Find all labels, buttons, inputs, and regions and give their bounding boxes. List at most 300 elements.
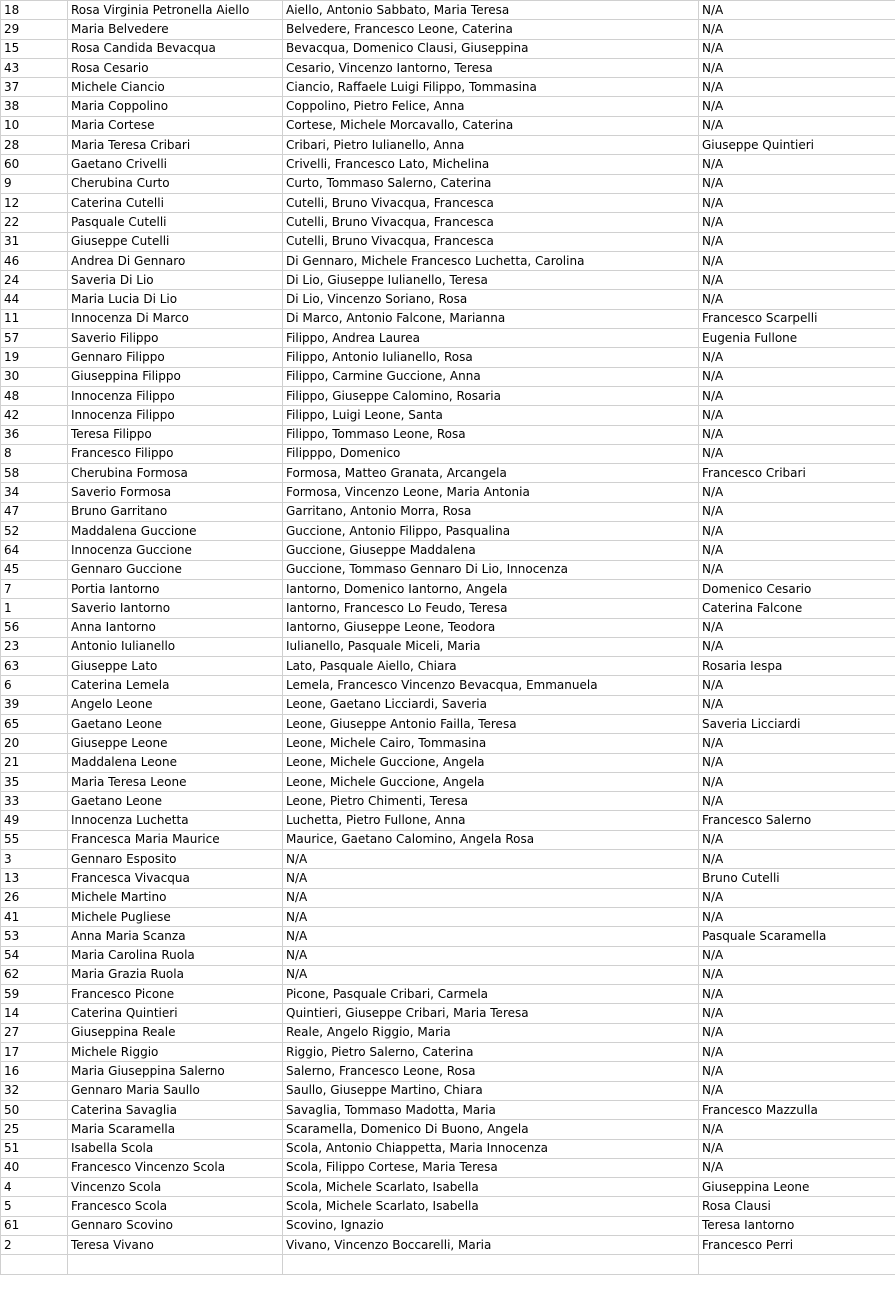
cell-parents[interactable]: Leone, Michele Cairo, Tommasina	[283, 734, 699, 753]
cell-spouse[interactable]: Eugenia Fullone	[699, 329, 895, 348]
cell-id[interactable]: 37	[1, 78, 68, 97]
cell-parents[interactable]: Maurice, Gaetano Calomino, Angela Rosa	[283, 830, 699, 849]
cell-parents[interactable]: Iantorno, Francesco Lo Feudo, Teresa	[283, 599, 699, 618]
table-row[interactable]	[1, 676, 895, 695]
cell-spouse[interactable]: Rosaria Iespa	[699, 657, 895, 676]
cell-spouse[interactable]: N/A	[699, 348, 895, 367]
cell-spouse[interactable]: N/A	[699, 425, 895, 444]
table-row[interactable]	[1, 985, 895, 1004]
cell-id[interactable]: 35	[1, 772, 68, 791]
cell-id[interactable]: 33	[1, 792, 68, 811]
table-row[interactable]	[1, 907, 895, 926]
cell-parents[interactable]: Di Gennaro, Michele Francesco Luchetta, Carolina	[283, 251, 699, 270]
cell-name[interactable]: Gaetano Leone	[68, 714, 283, 733]
cell-parents[interactable]: Riggio, Pietro Salerno, Caterina	[283, 1043, 699, 1062]
cell-name[interactable]: Francesco Scola	[68, 1197, 283, 1216]
cell-name[interactable]: Rosa Cesario	[68, 58, 283, 77]
table-row[interactable]	[1, 193, 895, 212]
cell-name[interactable]: Maria Belvedere	[68, 20, 283, 39]
cell-spouse[interactable]: N/A	[699, 618, 895, 637]
cell-parents[interactable]: Lato, Pasquale Aiello, Chiara	[283, 657, 699, 676]
cell-spouse[interactable]: Bruno Cutelli	[699, 869, 895, 888]
cell-parents[interactable]: N/A	[283, 965, 699, 984]
cell-spouse[interactable]: N/A	[699, 251, 895, 270]
cell-spouse[interactable]: N/A	[699, 97, 895, 116]
cell-spouse[interactable]: Francesco Cribari	[699, 464, 895, 483]
cell-parents[interactable]: Leone, Gaetano Licciardi, Saveria	[283, 695, 699, 714]
cell-name[interactable]: Gennaro Filippo	[68, 348, 283, 367]
cell-name[interactable]: Antonio Iulianello	[68, 637, 283, 656]
cell-id[interactable]: 32	[1, 1081, 68, 1100]
cell-name[interactable]: Andrea Di Gennaro	[68, 251, 283, 270]
cell-id[interactable]: 15	[1, 39, 68, 58]
table-row[interactable]	[1, 20, 895, 39]
cell-name[interactable]: Saveria Di Lio	[68, 271, 283, 290]
cell-spouse[interactable]: N/A	[699, 502, 895, 521]
cell-id[interactable]: 12	[1, 193, 68, 212]
table-row[interactable]	[1, 271, 895, 290]
cell-name[interactable]: Innocenza Filippo	[68, 386, 283, 405]
cell-parents[interactable]: Di Marco, Antonio Falcone, Marianna	[283, 309, 699, 328]
cell-id[interactable]: 57	[1, 329, 68, 348]
cell-id[interactable]: 50	[1, 1100, 68, 1119]
cell-parents[interactable]: Garritano, Antonio Morra, Rosa	[283, 502, 699, 521]
cell-spouse[interactable]: N/A	[699, 1158, 895, 1177]
table-row[interactable]	[1, 39, 895, 58]
cell-name[interactable]: Giuseppina Filippo	[68, 367, 283, 386]
cell-spouse[interactable]: N/A	[699, 1139, 895, 1158]
cell-id[interactable]: 11	[1, 309, 68, 328]
table-row[interactable]	[1, 792, 895, 811]
cell-spouse[interactable]: N/A	[699, 39, 895, 58]
cell-spouse[interactable]: N/A	[699, 907, 895, 926]
cell-spouse[interactable]: N/A	[699, 676, 895, 695]
cell-id[interactable]: 8	[1, 444, 68, 463]
cell-parents[interactable]: Iantorno, Domenico Iantorno, Angela	[283, 579, 699, 598]
cell-id[interactable]: 13	[1, 869, 68, 888]
cell-id[interactable]: 62	[1, 965, 68, 984]
table-row[interactable]	[1, 579, 895, 598]
empty-cell[interactable]	[68, 1255, 283, 1274]
cell-parents[interactable]: Leone, Michele Guccione, Angela	[283, 772, 699, 791]
cell-name[interactable]: Maddalena Guccione	[68, 522, 283, 541]
cell-name[interactable]: Gennaro Scovino	[68, 1216, 283, 1235]
cell-spouse[interactable]: N/A	[699, 174, 895, 193]
cell-name[interactable]: Cherubina Curto	[68, 174, 283, 193]
table-row[interactable]	[1, 946, 895, 965]
cell-name[interactable]: Angelo Leone	[68, 695, 283, 714]
cell-spouse[interactable]: N/A	[699, 772, 895, 791]
cell-name[interactable]: Francesca Vivacqua	[68, 869, 283, 888]
cell-parents[interactable]: Filipppo, Domenico	[283, 444, 699, 463]
cell-spouse[interactable]: N/A	[699, 58, 895, 77]
cell-id[interactable]: 20	[1, 734, 68, 753]
table-row[interactable]	[1, 850, 895, 869]
cell-id[interactable]: 56	[1, 618, 68, 637]
cell-name[interactable]: Teresa Vivano	[68, 1236, 283, 1255]
cell-spouse[interactable]: N/A	[699, 792, 895, 811]
cell-name[interactable]: Francesco Vincenzo Scola	[68, 1158, 283, 1177]
cell-spouse[interactable]: N/A	[699, 1004, 895, 1023]
cell-name[interactable]: Maria Teresa Leone	[68, 772, 283, 791]
cell-id[interactable]: 17	[1, 1043, 68, 1062]
cell-parents[interactable]: N/A	[283, 927, 699, 946]
cell-spouse[interactable]: N/A	[699, 734, 895, 753]
cell-id[interactable]: 46	[1, 251, 68, 270]
cell-spouse[interactable]: Caterina Falcone	[699, 599, 895, 618]
cell-spouse[interactable]: N/A	[699, 213, 895, 232]
table-row[interactable]	[1, 444, 895, 463]
table-row[interactable]	[1, 213, 895, 232]
table-row[interactable]	[1, 58, 895, 77]
cell-parents[interactable]: Belvedere, Francesco Leone, Caterina	[283, 20, 699, 39]
empty-cell[interactable]	[699, 1255, 895, 1274]
cell-id[interactable]: 47	[1, 502, 68, 521]
cell-id[interactable]: 3	[1, 850, 68, 869]
cell-name[interactable]: Francesco Filippo	[68, 444, 283, 463]
cell-id[interactable]: 44	[1, 290, 68, 309]
cell-spouse[interactable]: N/A	[699, 271, 895, 290]
cell-name[interactable]: Anna Iantorno	[68, 618, 283, 637]
cell-id[interactable]: 40	[1, 1158, 68, 1177]
cell-name[interactable]: Gaetano Leone	[68, 792, 283, 811]
cell-spouse[interactable]: N/A	[699, 946, 895, 965]
cell-id[interactable]: 2	[1, 1236, 68, 1255]
table-row[interactable]	[1, 695, 895, 714]
cell-parents[interactable]: Di Lio, Giuseppe Iulianello, Teresa	[283, 271, 699, 290]
cell-parents[interactable]: Reale, Angelo Riggio, Maria	[283, 1023, 699, 1042]
cell-parents[interactable]: Salerno, Francesco Leone, Rosa	[283, 1062, 699, 1081]
cell-name[interactable]: Innocenza Guccione	[68, 541, 283, 560]
cell-spouse[interactable]: N/A	[699, 541, 895, 560]
cell-spouse[interactable]: N/A	[699, 1120, 895, 1139]
table-row[interactable]	[1, 136, 895, 155]
cell-id[interactable]: 5	[1, 1197, 68, 1216]
cell-spouse[interactable]: N/A	[699, 406, 895, 425]
cell-id[interactable]: 21	[1, 753, 68, 772]
cell-parents[interactable]: Scola, Michele Scarlato, Isabella	[283, 1178, 699, 1197]
cell-name[interactable]: Gennaro Esposito	[68, 850, 283, 869]
cell-parents[interactable]: Filippo, Tommaso Leone, Rosa	[283, 425, 699, 444]
cell-spouse[interactable]: N/A	[699, 1062, 895, 1081]
cell-id[interactable]: 1	[1, 599, 68, 618]
cell-id[interactable]: 64	[1, 541, 68, 560]
table-row[interactable]	[1, 174, 895, 193]
cell-parents[interactable]: N/A	[283, 888, 699, 907]
cell-spouse[interactable]: Francesco Salerno	[699, 811, 895, 830]
cell-name[interactable]: Innocenza Di Marco	[68, 309, 283, 328]
cell-id[interactable]: 29	[1, 20, 68, 39]
cell-parents[interactable]: Savaglia, Tommaso Madotta, Maria	[283, 1100, 699, 1119]
cell-name[interactable]: Giuseppina Reale	[68, 1023, 283, 1042]
cell-id[interactable]: 58	[1, 464, 68, 483]
cell-parents[interactable]: Aiello, Antonio Sabbato, Maria Teresa	[283, 1, 699, 20]
cell-id[interactable]: 7	[1, 579, 68, 598]
cell-parents[interactable]: Filippo, Andrea Laurea	[283, 329, 699, 348]
cell-name[interactable]: Teresa Filippo	[68, 425, 283, 444]
cell-spouse[interactable]: Pasquale Scaramella	[699, 927, 895, 946]
cell-id[interactable]: 4	[1, 1178, 68, 1197]
cell-id[interactable]: 49	[1, 811, 68, 830]
cell-parents[interactable]: Iulianello, Pasquale Miceli, Maria	[283, 637, 699, 656]
cell-id[interactable]: 30	[1, 367, 68, 386]
cell-spouse[interactable]: N/A	[699, 695, 895, 714]
table-row[interactable]	[1, 464, 895, 483]
cell-name[interactable]: Maria Carolina Ruola	[68, 946, 283, 965]
cell-name[interactable]: Rosa Virginia Petronella Aiello	[68, 1, 283, 20]
cell-id[interactable]: 26	[1, 888, 68, 907]
cell-name[interactable]: Giuseppe Cutelli	[68, 232, 283, 251]
cell-id[interactable]: 27	[1, 1023, 68, 1042]
cell-parents[interactable]: Filippo, Giuseppe Calomino, Rosaria	[283, 386, 699, 405]
cell-id[interactable]: 16	[1, 1062, 68, 1081]
cell-id[interactable]: 53	[1, 927, 68, 946]
table-row[interactable]	[1, 560, 895, 579]
cell-parents[interactable]: N/A	[283, 946, 699, 965]
cell-parents[interactable]: Ciancio, Raffaele Luigi Filippo, Tommasina	[283, 78, 699, 97]
cell-name[interactable]: Giuseppe Leone	[68, 734, 283, 753]
cell-name[interactable]: Maria Cortese	[68, 116, 283, 135]
cell-id[interactable]: 60	[1, 155, 68, 174]
cell-name[interactable]: Saverio Iantorno	[68, 599, 283, 618]
table-row[interactable]	[1, 329, 895, 348]
cell-spouse[interactable]: N/A	[699, 965, 895, 984]
table-row[interactable]	[1, 772, 895, 791]
cell-id[interactable]: 51	[1, 1139, 68, 1158]
table-row[interactable]	[1, 811, 895, 830]
cell-parents[interactable]: Scola, Michele Scarlato, Isabella	[283, 1197, 699, 1216]
cell-parents[interactable]: Guccione, Tommaso Gennaro Di Lio, Innocenza	[283, 560, 699, 579]
cell-name[interactable]: Caterina Lemela	[68, 676, 283, 695]
cell-spouse[interactable]: N/A	[699, 560, 895, 579]
cell-spouse[interactable]: N/A	[699, 850, 895, 869]
cell-spouse[interactable]: N/A	[699, 444, 895, 463]
cell-id[interactable]: 48	[1, 386, 68, 405]
cell-name[interactable]: Caterina Savaglia	[68, 1100, 283, 1119]
cell-name[interactable]: Caterina Quintieri	[68, 1004, 283, 1023]
table-row[interactable]	[1, 386, 895, 405]
cell-parents[interactable]: Scaramella, Domenico Di Buono, Angela	[283, 1120, 699, 1139]
cell-parents[interactable]: Guccione, Antonio Filippo, Pasqualina	[283, 522, 699, 541]
cell-name[interactable]: Saverio Formosa	[68, 483, 283, 502]
cell-id[interactable]: 31	[1, 232, 68, 251]
cell-parents[interactable]: Cutelli, Bruno Vivacqua, Francesca	[283, 193, 699, 212]
table-row[interactable]	[1, 367, 895, 386]
cell-id[interactable]: 52	[1, 522, 68, 541]
cell-id[interactable]: 18	[1, 1, 68, 20]
cell-id[interactable]: 24	[1, 271, 68, 290]
table-row[interactable]	[1, 734, 895, 753]
cell-parents[interactable]: Lemela, Francesco Vincenzo Bevacqua, Emmanuela	[283, 676, 699, 695]
cell-parents[interactable]: Cutelli, Bruno Vivacqua, Francesca	[283, 213, 699, 232]
cell-parents[interactable]: Cortese, Michele Morcavallo, Caterina	[283, 116, 699, 135]
cell-name[interactable]: Rosa Candida Bevacqua	[68, 39, 283, 58]
cell-name[interactable]: Innocenza Luchetta	[68, 811, 283, 830]
cell-parents[interactable]: Formosa, Matteo Granata, Arcangela	[283, 464, 699, 483]
table-row[interactable]	[1, 425, 895, 444]
cell-parents[interactable]: Formosa, Vincenzo Leone, Maria Antonia	[283, 483, 699, 502]
cell-name[interactable]: Pasquale Cutelli	[68, 213, 283, 232]
cell-parents[interactable]: Curto, Tommaso Salerno, Caterina	[283, 174, 699, 193]
cell-spouse[interactable]: Saveria Licciardi	[699, 714, 895, 733]
table-row[interactable]	[1, 1100, 895, 1119]
cell-name[interactable]: Michele Pugliese	[68, 907, 283, 926]
cell-parents[interactable]: Cesario, Vincenzo Iantorno, Teresa	[283, 58, 699, 77]
cell-parents[interactable]: Vivano, Vincenzo Boccarelli, Maria	[283, 1236, 699, 1255]
table-row[interactable]	[1, 1216, 895, 1235]
cell-spouse[interactable]: N/A	[699, 1081, 895, 1100]
cell-id[interactable]: 25	[1, 1120, 68, 1139]
cell-parents[interactable]: Filippo, Carmine Guccione, Anna	[283, 367, 699, 386]
table-row[interactable]	[1, 522, 895, 541]
table-row[interactable]	[1, 483, 895, 502]
cell-id[interactable]: 43	[1, 58, 68, 77]
cell-parents[interactable]: Luchetta, Pietro Fullone, Anna	[283, 811, 699, 830]
cell-parents[interactable]: Guccione, Giuseppe Maddalena	[283, 541, 699, 560]
cell-spouse[interactable]: N/A	[699, 830, 895, 849]
cell-spouse[interactable]: N/A	[699, 637, 895, 656]
cell-parents[interactable]: Leone, Pietro Chimenti, Teresa	[283, 792, 699, 811]
cell-spouse[interactable]: N/A	[699, 1043, 895, 1062]
empty-cell[interactable]	[1, 1255, 68, 1274]
cell-id[interactable]: 23	[1, 637, 68, 656]
cell-spouse[interactable]: N/A	[699, 522, 895, 541]
cell-id[interactable]: 6	[1, 676, 68, 695]
cell-spouse[interactable]: Domenico Cesario	[699, 579, 895, 598]
cell-parents[interactable]: Leone, Giuseppe Antonio Failla, Teresa	[283, 714, 699, 733]
table-row[interactable]	[1, 1158, 895, 1177]
cell-name[interactable]: Francesco Picone	[68, 985, 283, 1004]
table-row[interactable]	[1, 1, 895, 20]
cell-spouse[interactable]: Teresa Iantorno	[699, 1216, 895, 1235]
cell-spouse[interactable]: N/A	[699, 888, 895, 907]
cell-id[interactable]: 22	[1, 213, 68, 232]
cell-id[interactable]: 61	[1, 1216, 68, 1235]
cell-parents[interactable]: N/A	[283, 907, 699, 926]
cell-parents[interactable]: Filippo, Luigi Leone, Santa	[283, 406, 699, 425]
table-row[interactable]	[1, 348, 895, 367]
cell-id[interactable]: 54	[1, 946, 68, 965]
cell-parents[interactable]: Crivelli, Francesco Lato, Michelina	[283, 155, 699, 174]
table-row[interactable]	[1, 657, 895, 676]
cell-name[interactable]: Vincenzo Scola	[68, 1178, 283, 1197]
table-row[interactable]	[1, 1043, 895, 1062]
cell-name[interactable]: Portia Iantorno	[68, 579, 283, 598]
table-row[interactable]	[1, 1178, 895, 1197]
cell-parents[interactable]: Picone, Pasquale Cribari, Carmela	[283, 985, 699, 1004]
cell-parents[interactable]: Cribari, Pietro Iulianello, Anna	[283, 136, 699, 155]
cell-name[interactable]: Gennaro Guccione	[68, 560, 283, 579]
cell-id[interactable]: 36	[1, 425, 68, 444]
table-row[interactable]	[1, 599, 895, 618]
cell-name[interactable]: Michele Ciancio	[68, 78, 283, 97]
cell-name[interactable]: Michele Martino	[68, 888, 283, 907]
cell-name[interactable]: Maria Coppolino	[68, 97, 283, 116]
cell-spouse[interactable]: Rosa Clausi	[699, 1197, 895, 1216]
cell-parents[interactable]: Saullo, Giuseppe Martino, Chiara	[283, 1081, 699, 1100]
cell-id[interactable]: 34	[1, 483, 68, 502]
cell-name[interactable]: Gaetano Crivelli	[68, 155, 283, 174]
cell-id[interactable]: 55	[1, 830, 68, 849]
table-row[interactable]	[1, 1023, 895, 1042]
cell-spouse[interactable]: Giuseppina Leone	[699, 1178, 895, 1197]
table-row[interactable]	[1, 1197, 895, 1216]
table-row[interactable]	[1, 1062, 895, 1081]
table-row[interactable]	[1, 78, 895, 97]
cell-name[interactable]: Giuseppe Lato	[68, 657, 283, 676]
table-row[interactable]	[1, 637, 895, 656]
cell-name[interactable]: Maria Teresa Cribari	[68, 136, 283, 155]
table-row[interactable]	[1, 406, 895, 425]
table-row[interactable]	[1, 965, 895, 984]
cell-name[interactable]: Saverio Filippo	[68, 329, 283, 348]
table-row[interactable]	[1, 869, 895, 888]
cell-parents[interactable]: Iantorno, Giuseppe Leone, Teodora	[283, 618, 699, 637]
cell-name[interactable]: Maria Lucia Di Lio	[68, 290, 283, 309]
table-row[interactable]	[1, 927, 895, 946]
cell-parents[interactable]: Quintieri, Giuseppe Cribari, Maria Teresa	[283, 1004, 699, 1023]
cell-parents[interactable]: N/A	[283, 869, 699, 888]
cell-id[interactable]: 41	[1, 907, 68, 926]
table-row-empty[interactable]	[1, 1255, 895, 1274]
table-row[interactable]	[1, 309, 895, 328]
table-row[interactable]	[1, 714, 895, 733]
empty-cell[interactable]	[283, 1255, 699, 1274]
table-row[interactable]	[1, 232, 895, 251]
cell-parents[interactable]: Scola, Antonio Chiappetta, Maria Innocenza	[283, 1139, 699, 1158]
cell-id[interactable]: 9	[1, 174, 68, 193]
cell-spouse[interactable]: N/A	[699, 753, 895, 772]
cell-spouse[interactable]: N/A	[699, 193, 895, 212]
cell-parents[interactable]: Di Lio, Vincenzo Soriano, Rosa	[283, 290, 699, 309]
cell-name[interactable]: Maria Grazia Ruola	[68, 965, 283, 984]
cell-id[interactable]: 63	[1, 657, 68, 676]
cell-spouse[interactable]: N/A	[699, 20, 895, 39]
table-row[interactable]	[1, 116, 895, 135]
cell-name[interactable]: Maddalena Leone	[68, 753, 283, 772]
cell-id[interactable]: 39	[1, 695, 68, 714]
cell-spouse[interactable]: N/A	[699, 78, 895, 97]
cell-name[interactable]: Innocenza Filippo	[68, 406, 283, 425]
cell-id[interactable]: 19	[1, 348, 68, 367]
cell-id[interactable]: 65	[1, 714, 68, 733]
cell-spouse[interactable]: N/A	[699, 290, 895, 309]
table-row[interactable]	[1, 251, 895, 270]
cell-parents[interactable]: Scovino, Ignazio	[283, 1216, 699, 1235]
table-row[interactable]	[1, 541, 895, 560]
cell-spouse[interactable]: N/A	[699, 367, 895, 386]
cell-spouse[interactable]: N/A	[699, 1, 895, 20]
cell-name[interactable]: Anna Maria Scanza	[68, 927, 283, 946]
cell-spouse[interactable]: N/A	[699, 386, 895, 405]
cell-id[interactable]: 38	[1, 97, 68, 116]
cell-name[interactable]: Bruno Garritano	[68, 502, 283, 521]
cell-name[interactable]: Maria Giuseppina Salerno	[68, 1062, 283, 1081]
cell-name[interactable]: Maria Scaramella	[68, 1120, 283, 1139]
cell-spouse[interactable]: N/A	[699, 1023, 895, 1042]
cell-name[interactable]: Michele Riggio	[68, 1043, 283, 1062]
cell-name[interactable]: Caterina Cutelli	[68, 193, 283, 212]
cell-spouse[interactable]: N/A	[699, 232, 895, 251]
table-row[interactable]	[1, 1004, 895, 1023]
table-row[interactable]	[1, 753, 895, 772]
table-row[interactable]	[1, 830, 895, 849]
cell-id[interactable]: 10	[1, 116, 68, 135]
cell-spouse[interactable]: Francesco Mazzulla	[699, 1100, 895, 1119]
cell-id[interactable]: 28	[1, 136, 68, 155]
cell-spouse[interactable]: Francesco Scarpelli	[699, 309, 895, 328]
cell-name[interactable]: Cherubina Formosa	[68, 464, 283, 483]
